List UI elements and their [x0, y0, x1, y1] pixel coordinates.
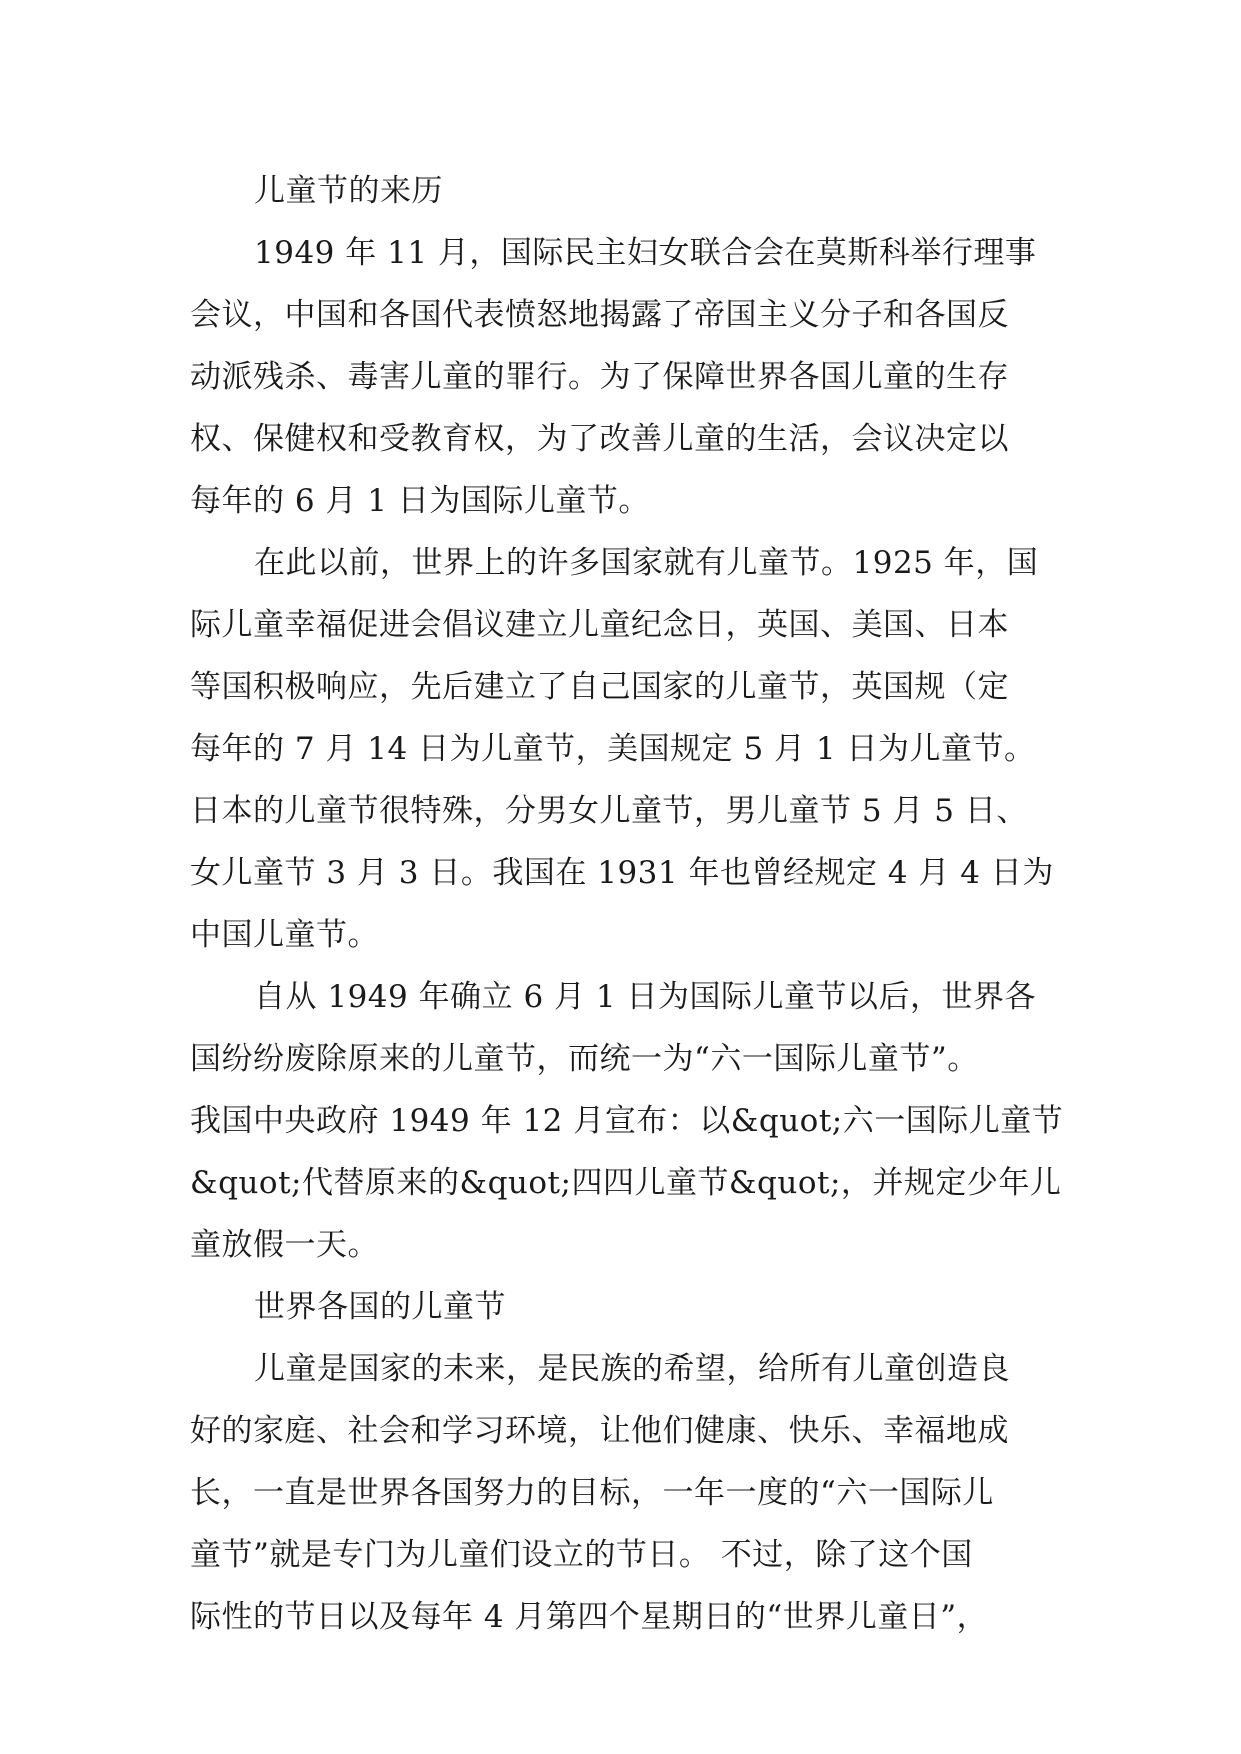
paragraph-line: 童放假一天。 [190, 1227, 379, 1263]
paragraph-line: 女儿童节 3 月 3 日。我国在 1931 年也曾经规定 4 月 4 日为 [190, 855, 1054, 891]
heading-world-children-days: 世界各国的儿童节 [254, 1289, 506, 1325]
paragraph-line: 动派残杀、毒害儿童的罪行。为了保障世界各国儿童的生存 [190, 359, 1009, 395]
paragraph-line: 等国积极响应，先后建立了自己国家的儿童节，英国规（定 [190, 669, 1009, 705]
paragraph-line: 儿童是国家的未来，是民族的希望，给所有儿童创造良 [254, 1351, 1010, 1387]
paragraph-line: 国纷纷废除原来的儿童节，而统一为“六一国际儿童节”。 [190, 1041, 979, 1077]
heading-children-day-origin: 儿童节的来历 [254, 173, 443, 209]
paragraph-line: 权、保健权和受教育权，为了改善儿童的生活，会议决定以 [190, 421, 1009, 457]
paragraph-line: 中国儿童节。 [190, 917, 379, 953]
paragraph-line: 长，一直是世界各国努力的目标，一年一度的“六一国际儿 [190, 1475, 994, 1511]
paragraph-line: 童节”就是专门为儿童们设立的节日。 不过，除了这个国 [190, 1537, 973, 1573]
paragraph-line: 每年的 7 月 14 日为儿童节，美国规定 5 月 1 日为儿童节。 [190, 731, 1036, 767]
paragraph-line: &quot;代替原来的&quot;四四儿童节&quot;，并规定少年儿 [190, 1165, 1062, 1201]
document-body [190, 160, 1062, 1648]
paragraph-line: 在此以前，世界上的许多国家就有儿童节。1925 年，国 [254, 545, 1039, 581]
paragraph-line: 我国中央政府 1949 年 12 月宣布：以&quot;六一国际儿童节 [190, 1103, 1064, 1139]
paragraph-line: 际儿童幸福促进会倡议建立儿童纪念日，英国、美国、日本 [190, 607, 1009, 643]
paragraph-line: 自从 1949 年确立 6 月 1 日为国际儿童节以后，世界各 [254, 979, 1036, 1015]
paragraph-line: 日本的儿童节很特殊，分男女儿童节，男儿童节 5 月 5 日、 [190, 793, 1028, 829]
paragraph-line: 际性的节日以及每年 4 月第四个星期日的“世界儿童日”， [190, 1599, 989, 1635]
paragraph-line: 1949 年 11 月，国际民主妇女联合会在莫斯科举行理事 [254, 235, 1037, 271]
paragraph-line: 好的家庭、社会和学习环境，让他们健康、快乐、幸福地成 [190, 1413, 1009, 1449]
paragraph-line: 会议，中国和各国代表愤怒地揭露了帝国主义分子和各国反 [190, 297, 1009, 333]
paragraph-line: 每年的 6 月 1 日为国际儿童节。 [190, 483, 650, 519]
